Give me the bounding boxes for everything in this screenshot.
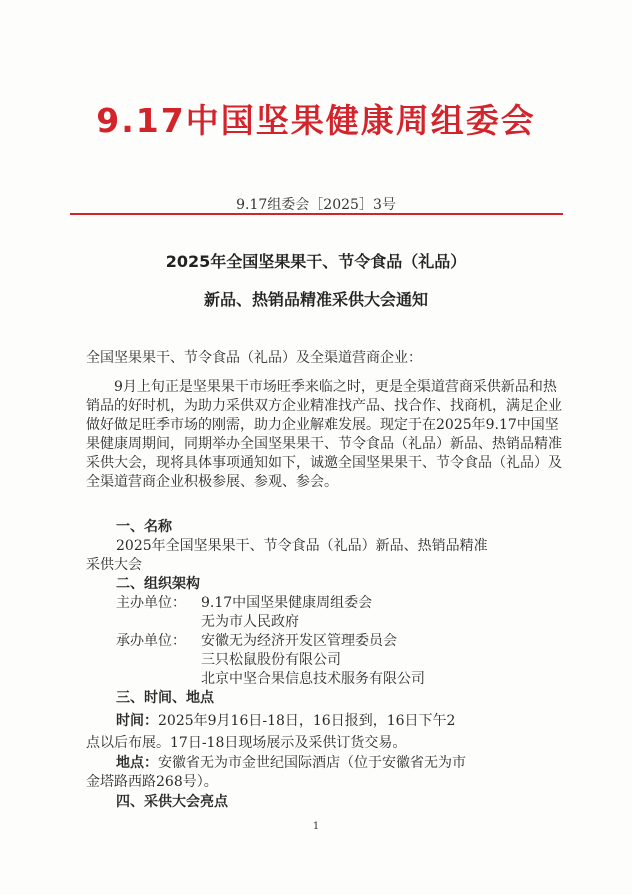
- organizer-unit-1: 安徽无为经济开发区管理委员会: [201, 633, 397, 649]
- page-number: 1: [312, 821, 320, 832]
- section-4-heading: 四、采供大会亮点: [116, 794, 228, 810]
- time-text-line-2: 点以后布展。17日-18日现场展示及采供订货交易。: [86, 735, 407, 751]
- place-text-line-2: 金塔路西路268号）。: [86, 774, 218, 790]
- notice-title-line-2: 新品、热销品精准采供大会通知: [203, 290, 428, 309]
- place-label: 地点：: [116, 755, 158, 771]
- time-label: 时间：: [116, 713, 158, 729]
- red-divider-line: [70, 213, 563, 215]
- section-1-text-line-1: 2025年全国坚果果干、节令食品（礼品）新品、热销品精准: [116, 538, 488, 554]
- organizer-unit-2: 三只松鼠股份有限公司: [201, 652, 341, 668]
- place-text-1: 安徽省无为市金世纪国际酒店（位于安徽省无为市: [158, 755, 466, 771]
- section-3-heading: 三、时间、地点: [116, 690, 214, 706]
- organizer-unit-3: 北京中坚合果信息技术服务有限公司: [201, 671, 425, 687]
- section-2-heading: 二、组织架构: [116, 576, 200, 592]
- salutation: 全国坚果果干、节令食品（礼品）及全渠道营商企业：: [86, 350, 422, 366]
- place-line-1: [116, 754, 466, 773]
- notice-title-line-1: 2025年全国坚果果干、节令食品（礼品）: [165, 252, 467, 271]
- intro-paragraph: 9月上旬正是坚果果干市场旺季来临之时，更是全渠道营商采供新品和热销品的好时机，为助力采供双方企业精准找产品、找合作、找商机，满足企业做好做足旺季市场的刚需，助力企业解难发展。现定于在2025年9.17中国坚果健康周期间，同期举办全国坚果果干、节令食品（礼品）新品、热销品精准采供大会，现将具体事项通知如下，诚邀全国坚果果干、节令食品（礼品）及全渠道营商企业积极参展、参观、参会。: [86, 379, 562, 490]
- organizer-label: 承办单位：: [116, 633, 186, 649]
- section-1-heading: 一、名称: [116, 519, 172, 535]
- host-unit-1: 9.17中国坚果健康周组委会: [201, 595, 373, 611]
- host-label: 主办单位：: [116, 595, 186, 611]
- organization-title: 9.17中国坚果健康周组委会: [96, 101, 536, 140]
- section-1-text-line-2: 采供大会: [86, 557, 142, 573]
- time-text-1: 2025年9月16日-18日，16日报到，16日下午2: [158, 713, 456, 729]
- host-unit-2: 无为市人民政府: [201, 614, 299, 630]
- time-line-1: [116, 712, 455, 731]
- document-number: 9.17组委会［2025］3号: [236, 197, 396, 213]
